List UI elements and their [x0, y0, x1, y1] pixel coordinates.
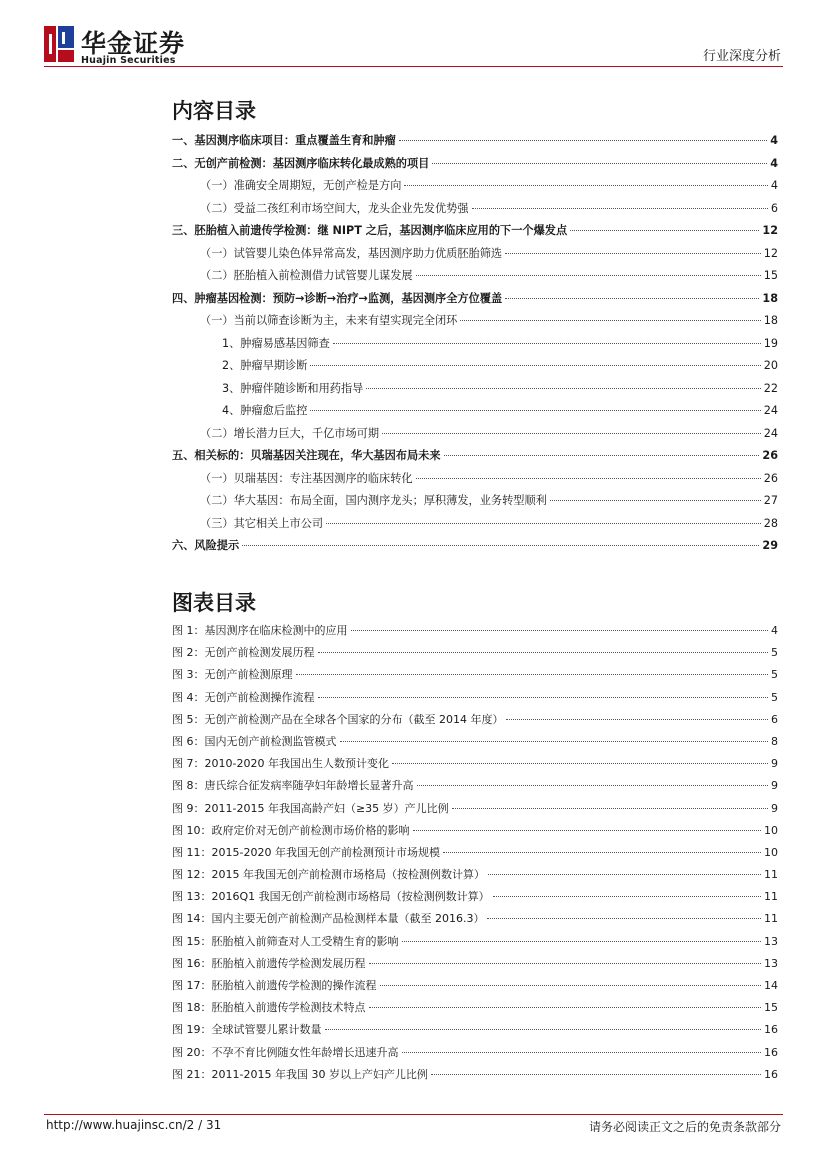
- dot-leader: [333, 343, 761, 344]
- figure-entry[interactable]: [172, 689, 778, 711]
- figure-entry[interactable]: [172, 644, 778, 666]
- dot-leader: [431, 1074, 761, 1075]
- figure-entry[interactable]: [172, 999, 778, 1021]
- entry-title: 图 3：无创产前检测原理: [172, 668, 293, 682]
- dot-leader: [402, 1052, 762, 1053]
- figure-entry[interactable]: [172, 933, 778, 955]
- entry-page-number: 9: [771, 779, 778, 793]
- entry-page-number: 24: [763, 426, 778, 440]
- toc-entry[interactable]: [172, 200, 778, 223]
- entry-title: （一）当前以筛查诊断为主，未来有望实现完全闭环: [200, 314, 458, 327]
- dot-leader: [413, 830, 762, 831]
- entry-title: （二）胚胎植入前检测借力试管婴儿谋发展: [200, 269, 413, 282]
- entry-title: 六、风险提示: [172, 539, 240, 552]
- dot-leader: [351, 630, 769, 631]
- entry-title: 图 6：国内无创产前检测监管模式: [172, 734, 337, 748]
- dot-leader: [242, 545, 759, 546]
- toc-entry[interactable]: [172, 177, 778, 200]
- figure-entry[interactable]: [172, 666, 778, 688]
- dot-leader: [318, 652, 769, 653]
- figure-entry[interactable]: [172, 755, 778, 777]
- entry-page-number: 6: [771, 712, 778, 726]
- huajin-logo-icon: [44, 26, 74, 62]
- figure-entry[interactable]: [172, 711, 778, 733]
- figure-entry[interactable]: [172, 888, 778, 910]
- entry-page-number: 22: [763, 381, 778, 395]
- dot-leader: [296, 674, 769, 675]
- footer-url-page: http://www.huajinsc.cn/2 / 31: [46, 1118, 222, 1132]
- entry-title: 图 15：胚胎植入前筛查对人工受精生育的影响: [172, 934, 399, 948]
- toc-entry[interactable]: [172, 245, 778, 268]
- dot-leader: [417, 785, 769, 786]
- entry-title: 图 7：2010-2020 年我国出生人数预计变化: [172, 757, 389, 771]
- entry-page-number: 5: [771, 668, 778, 682]
- entry-page-number: 9: [771, 801, 778, 815]
- toc-entry[interactable]: [172, 515, 778, 538]
- toc-entry[interactable]: [172, 470, 778, 493]
- entry-title: 图 18：胚胎植入前遗传学检测技术特点: [172, 1001, 366, 1015]
- toc-entry[interactable]: [172, 312, 778, 335]
- toc-entry[interactable]: [172, 402, 778, 425]
- entry-title: 3、肿瘤伴随诊断和用药指导: [222, 381, 364, 395]
- entry-title: 图 21：2011-2015 年我国 30 岁以上产妇产儿比例: [172, 1067, 428, 1081]
- figures-title: 图表目录: [172, 591, 256, 615]
- dot-leader: [570, 230, 759, 231]
- entry-title: 图 17：胚胎植入前遗传学检测的操作流程: [172, 979, 377, 992]
- figure-entry[interactable]: [172, 777, 778, 799]
- logo-english-name: Huajin Securities: [81, 55, 176, 66]
- entry-page-number: 11: [764, 890, 778, 904]
- dot-leader: [506, 719, 768, 720]
- figure-entry[interactable]: [172, 822, 778, 844]
- entry-page-number: 26: [763, 471, 778, 485]
- dot-leader: [505, 253, 761, 254]
- entry-page-number: 4: [770, 156, 778, 170]
- figure-entry[interactable]: [172, 1066, 778, 1088]
- toc-entry[interactable]: [172, 155, 778, 178]
- figure-entry[interactable]: [172, 1021, 778, 1043]
- entry-title: 图 20：不孕不育比例随女性年龄增长迅速升高: [172, 1045, 399, 1059]
- figure-entry[interactable]: [172, 844, 778, 866]
- dot-leader: [392, 763, 768, 764]
- entry-title: 图 1：基因测序在临床检测中的应用: [172, 624, 348, 637]
- footer-disclaimer-note: 请务必阅读正文之后的免责条款部分: [588, 1120, 781, 1134]
- entry-page-number: 19: [763, 336, 778, 350]
- entry-page-number: 12: [762, 224, 778, 237]
- entry-title: 图 13：2016Q1 我国无创产前检测市场格局（按检测例数计算）: [172, 890, 490, 904]
- dot-leader: [460, 320, 760, 321]
- dot-leader: [326, 523, 761, 524]
- entry-title: 2、肿瘤早期诊断: [222, 359, 308, 372]
- toc-entry[interactable]: [172, 335, 778, 358]
- entry-page-number: 8: [771, 734, 778, 748]
- figure-entry[interactable]: [172, 866, 778, 888]
- entry-title: （一）准确安全周期短，无创产检是方向: [200, 179, 402, 192]
- entry-page-number: 18: [762, 291, 778, 305]
- figure-entry[interactable]: [172, 977, 778, 999]
- toc-title: 内容目录: [172, 99, 256, 123]
- toc-entry[interactable]: [172, 492, 778, 515]
- dot-leader: [340, 741, 769, 742]
- entry-title: 图 11：2015-2020 年我国无创产前检测预计市场规模: [172, 845, 440, 859]
- toc-entry[interactable]: [172, 222, 778, 245]
- figure-entry[interactable]: [172, 622, 778, 644]
- dot-leader: [380, 985, 762, 986]
- entry-page-number: 4: [771, 624, 778, 637]
- dot-leader: [399, 140, 767, 141]
- dot-leader: [493, 896, 761, 897]
- entry-page-number: 5: [771, 646, 778, 660]
- dot-leader: [382, 433, 761, 434]
- dot-leader: [318, 697, 769, 698]
- toc-entry[interactable]: [172, 537, 778, 560]
- entry-page-number: 4: [770, 179, 778, 192]
- entry-page-number: 11: [764, 912, 778, 926]
- dot-leader: [452, 808, 768, 809]
- entry-page-number: 4: [770, 134, 778, 147]
- toc-entry[interactable]: [172, 290, 778, 313]
- entry-page-number: 10: [764, 823, 778, 837]
- toc-entry[interactable]: [172, 357, 778, 380]
- dot-leader: [472, 208, 768, 209]
- entry-title: （二）增长潜力巨大，千亿市场可期: [200, 426, 380, 440]
- dot-leader: [416, 478, 761, 479]
- entry-page-number: 16: [764, 1067, 778, 1081]
- dot-leader: [325, 1029, 762, 1030]
- entry-page-number: 13: [764, 934, 778, 948]
- figure-entry[interactable]: [172, 910, 778, 932]
- entry-title: 图 16：胚胎植入前遗传学检测发展历程: [172, 956, 366, 970]
- entry-page-number: 6: [770, 201, 778, 215]
- entry-page-number: 24: [763, 404, 778, 417]
- entry-title: 图 8：唐氏综合征发病率随孕妇年龄增长显著升高: [172, 779, 414, 793]
- entry-page-number: 15: [763, 269, 778, 282]
- dot-leader: [369, 963, 762, 964]
- entry-title: 四、肿瘤基因检测：预防→诊断→治疗→监测，基因测序全方位覆盖: [172, 291, 503, 305]
- entry-page-number: 27: [763, 494, 778, 507]
- entry-title: 一、基因测序临床项目：重点覆盖生育和肿瘤: [172, 134, 396, 147]
- entry-page-number: 5: [771, 690, 778, 704]
- entry-title: 图 4：无创产前检测操作流程: [172, 690, 315, 704]
- report-type-label: 行业深度分析: [702, 49, 781, 64]
- entry-title: （三）其它相关上市公司: [200, 516, 324, 530]
- entry-page-number: 10: [764, 845, 778, 859]
- dot-leader: [432, 163, 767, 164]
- entry-title: （一）试管婴儿染色体异常高发，基因测序助力优质胚胎筛选: [200, 246, 503, 260]
- toc-list: [172, 132, 778, 560]
- dot-leader: [443, 852, 761, 853]
- dot-leader: [366, 388, 760, 389]
- entry-page-number: 12: [763, 246, 778, 260]
- entry-title: 二、无创产前检测：基因测序临床转化最成熟的项目: [172, 156, 430, 170]
- header-divider: [44, 66, 783, 67]
- dot-leader: [402, 941, 762, 942]
- entry-title: 三、胚胎植入前遗传学检测：继 NIPT 之后，基因测序临床应用的下一个爆发点: [172, 224, 568, 237]
- entry-title: 图 10：政府定价对无创产前检测市场价格的影响: [172, 823, 410, 837]
- dot-leader: [416, 275, 761, 276]
- toc-entry[interactable]: [172, 380, 778, 403]
- entry-title: 图 14：国内主要无创产前检测产品检测样本量（截至 2016.3）: [172, 912, 485, 926]
- entry-title: 图 2：无创产前检测发展历程: [172, 646, 315, 660]
- entry-title: 五、相关标的：贝瑞基因关注现在，华大基因布局未来: [172, 449, 441, 462]
- entry-title: 4、肿瘤愈后监控: [222, 404, 308, 417]
- entry-page-number: 29: [762, 539, 778, 552]
- entry-title: （二）华大基因：布局全面，国内测序龙头；厚积薄发，业务转型顺利: [200, 494, 547, 507]
- entry-page-number: 15: [764, 1001, 778, 1015]
- entry-title: 图 19：全球试管婴儿累计数量: [172, 1023, 322, 1037]
- entry-title: （一）贝瑞基因：专注基因测序的临床转化: [200, 471, 413, 485]
- dot-leader: [310, 365, 760, 366]
- entry-page-number: 28: [763, 516, 778, 530]
- entry-page-number: 11: [764, 868, 778, 882]
- toc-entry[interactable]: [172, 267, 778, 290]
- entry-title: 图 12：2015 年我国无创产前检测市场格局（按检测例数计算）: [172, 868, 485, 882]
- figures-list: [172, 622, 778, 1088]
- toc-entry[interactable]: [172, 447, 778, 470]
- dot-leader: [369, 1007, 762, 1008]
- dot-leader: [488, 874, 761, 875]
- logo-chinese-name: 华金证券: [81, 29, 186, 58]
- entry-page-number: 16: [764, 1023, 778, 1037]
- dot-leader: [444, 455, 760, 456]
- entry-title: （二）受益二孩红利市场空间大，龙头企业先发优势强: [200, 201, 469, 215]
- entry-title: 图 9：2011-2015 年我国高龄产妇（≥35 岁）产儿比例: [172, 801, 449, 815]
- entry-page-number: 9: [771, 757, 778, 771]
- entry-page-number: 16: [764, 1045, 778, 1059]
- toc-entry[interactable]: [172, 132, 778, 155]
- figure-entry[interactable]: [172, 800, 778, 822]
- dot-leader: [550, 500, 761, 501]
- figure-entry[interactable]: [172, 955, 778, 977]
- figure-entry[interactable]: [172, 733, 778, 755]
- entry-title: 图 5：无创产前检测产品在全球各个国家的分布（截至 2014 年度）: [172, 712, 504, 726]
- footer-divider: [44, 1114, 783, 1115]
- entry-page-number: 18: [763, 314, 778, 327]
- toc-entry[interactable]: [172, 425, 778, 448]
- entry-page-number: 20: [763, 359, 778, 372]
- entry-title: 1、肿瘤易感基因筛查: [222, 336, 330, 350]
- dot-leader: [404, 185, 767, 186]
- entry-page-number: 13: [764, 956, 778, 970]
- figure-entry[interactable]: [172, 1044, 778, 1066]
- dot-leader: [487, 918, 761, 919]
- entry-page-number: 14: [764, 979, 778, 992]
- dot-leader: [310, 410, 760, 411]
- dot-leader: [505, 298, 759, 299]
- entry-page-number: 26: [762, 449, 778, 462]
